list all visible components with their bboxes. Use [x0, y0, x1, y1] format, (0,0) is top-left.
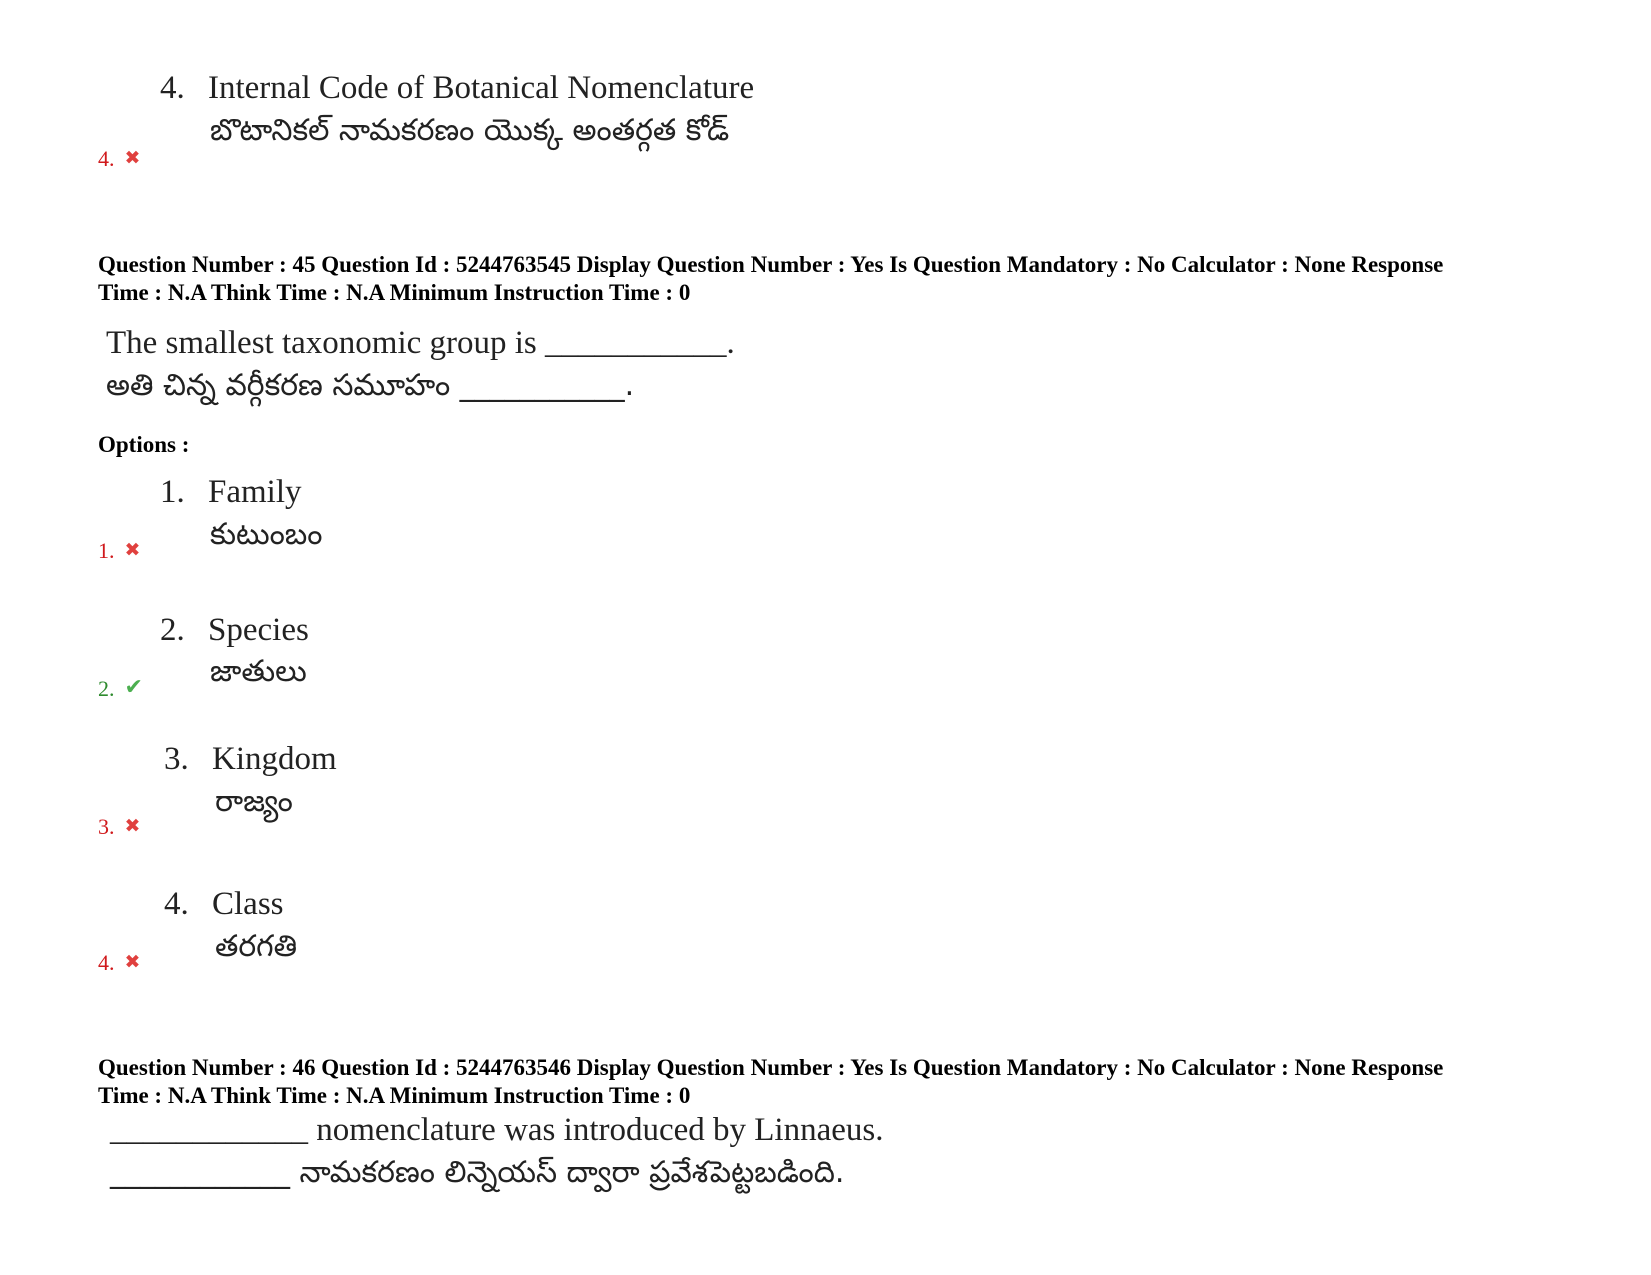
option-1-telugu: కుటుంబం [210, 517, 323, 552]
question-45-text-english: The smallest taxonomic group is ___________. [106, 325, 735, 361]
option-3-telugu: రాజ్యం [215, 784, 293, 819]
marker-number: 3. [98, 814, 115, 839]
marker-number: 2. [98, 676, 115, 701]
question-45-meta-line-2: Time : N.A Think Time : N.A Minimum Instruction Time : 0 [98, 280, 691, 305]
option-3-marker [98, 815, 140, 838]
option-4-english [164, 886, 284, 922]
option-1-english [160, 474, 302, 510]
option-4-marker [98, 951, 140, 974]
cross-icon: ✖ [124, 147, 141, 169]
prev-option-4-telugu: బొటానికల్ నామకరణం యొక్క అంతర్గత కోడ్ [210, 113, 730, 148]
question-46-text-english: ____________ nomenclature was introduced by Linnaeus. [110, 1112, 884, 1148]
option-2-english [160, 612, 309, 648]
option-4-telugu: తరగతి [215, 929, 298, 964]
option-2-marker [98, 677, 143, 700]
cross-icon: ✖ [124, 539, 141, 561]
prev-option-4-english [160, 70, 754, 106]
cross-icon: ✖ [124, 815, 141, 837]
marker-number: 4. [98, 146, 115, 171]
option-text: Internal Code of Botanical Nomenclature [208, 70, 755, 106]
options-label: Options : [98, 432, 190, 457]
marker-number: 1. [98, 538, 115, 563]
option-number: 4. [164, 886, 189, 922]
option-number: 3. [164, 741, 189, 777]
marker-number: 4. [98, 950, 115, 975]
option-text: Kingdom [212, 741, 337, 777]
question-46-meta-line-1: Question Number : 46 Question Id : 5244763546 Display Question Number : Yes Is Question Mandatory : No Calculator : None Response [98, 1055, 1444, 1080]
option-1-marker [98, 539, 140, 562]
question-45-text-telugu: అతి చిన్న వర్గీకరణ సమూహం ___________. [106, 368, 635, 403]
option-number: 4. [160, 70, 185, 106]
option-number: 2. [160, 612, 185, 648]
option-3-english [164, 741, 337, 777]
option-text: Family [208, 474, 302, 510]
question-46-text-telugu: ____________ నామకరణం లిన్నెయస్ ద్వారా ప్రవేశపెట్టబడింది. [110, 1155, 845, 1190]
question-45-meta-line-1: Question Number : 45 Question Id : 5244763545 Display Question Number : Yes Is Question Mandatory : No Calculator : None Response [98, 252, 1444, 277]
question-46-meta-line-2: Time : N.A Think Time : N.A Minimum Instruction Time : 0 [98, 1083, 691, 1108]
option-text: Species [208, 612, 309, 648]
checkmark-icon: ✔ [124, 675, 143, 700]
cross-icon: ✖ [124, 951, 141, 973]
prev-option-4-marker [98, 147, 140, 170]
option-text: Class [212, 886, 284, 922]
option-number: 1. [160, 474, 185, 510]
option-2-telugu: జాతులు [210, 654, 307, 689]
